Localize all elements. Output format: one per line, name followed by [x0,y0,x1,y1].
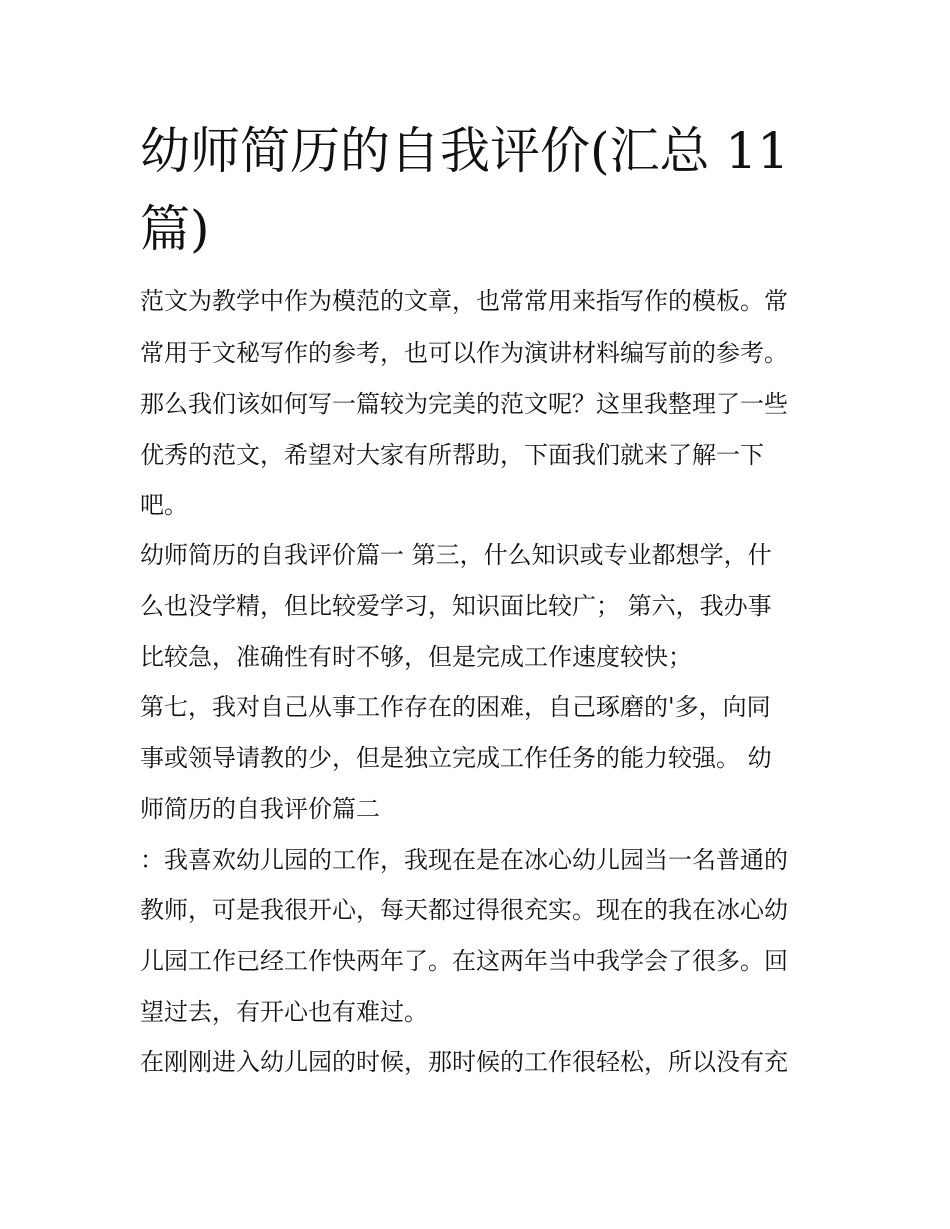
title-line-1: 幼师简历的自我评价(汇总 11 [140,122,790,180]
paragraph-line: 第七，我对自己从事工作存在的困难，自己琢磨的'多，向同 [140,693,771,721]
paragraph-line: ：我喜欢幼儿园的工作，我现在是在冰心幼儿园当一名普通的 [140,846,788,874]
paragraph-line: 优秀的范文，希望对大家有所帮助，下面我们就来了解一下 [140,441,764,469]
paragraph-line: 幼师简历的自我评价篇一 第三，什么知识或专业都想学，什 [140,541,772,569]
paragraph-line: 儿园工作已经工作快两年了。在这两年当中我学会了很多。回 [140,947,788,975]
paragraph-line: 吧。 [140,491,188,519]
paragraph-line: 教师，可是我很开心，每天都过得很充实。现在的我在冰心幼 [140,896,788,924]
title-line-2: 篇) [140,200,210,258]
paragraph-line: 么也没学精，但比较爱学习，知识面比较广； 第六，我办事 [140,592,772,620]
paragraph-line: 望过去，有开心也有难过。 [140,998,428,1026]
paragraph-line: 那么我们该如何写一篇较为完美的范文呢？这里我整理了一些 [140,390,788,418]
paragraph-line: 常用于文秘写作的参考，也可以作为演讲材料编写前的参考。 [140,339,788,367]
paragraph-line: 范文为教学中作为模范的文章，也常常用来指写作的模板。常 [140,287,788,315]
paragraph-line: 在刚刚进入幼儿园的时候，那时候的工作很轻松，所以没有充 [140,1048,788,1076]
paragraph-line: 比较急，准确性有时不够，但是完成工作速度较快； [140,643,692,671]
paragraph-line: 事或领导请教的少，但是独立完成工作任务的能力较强。 幼 [140,744,772,772]
paragraph-line: 师简历的自我评价篇二 [140,795,380,823]
document-title [140,112,820,268]
